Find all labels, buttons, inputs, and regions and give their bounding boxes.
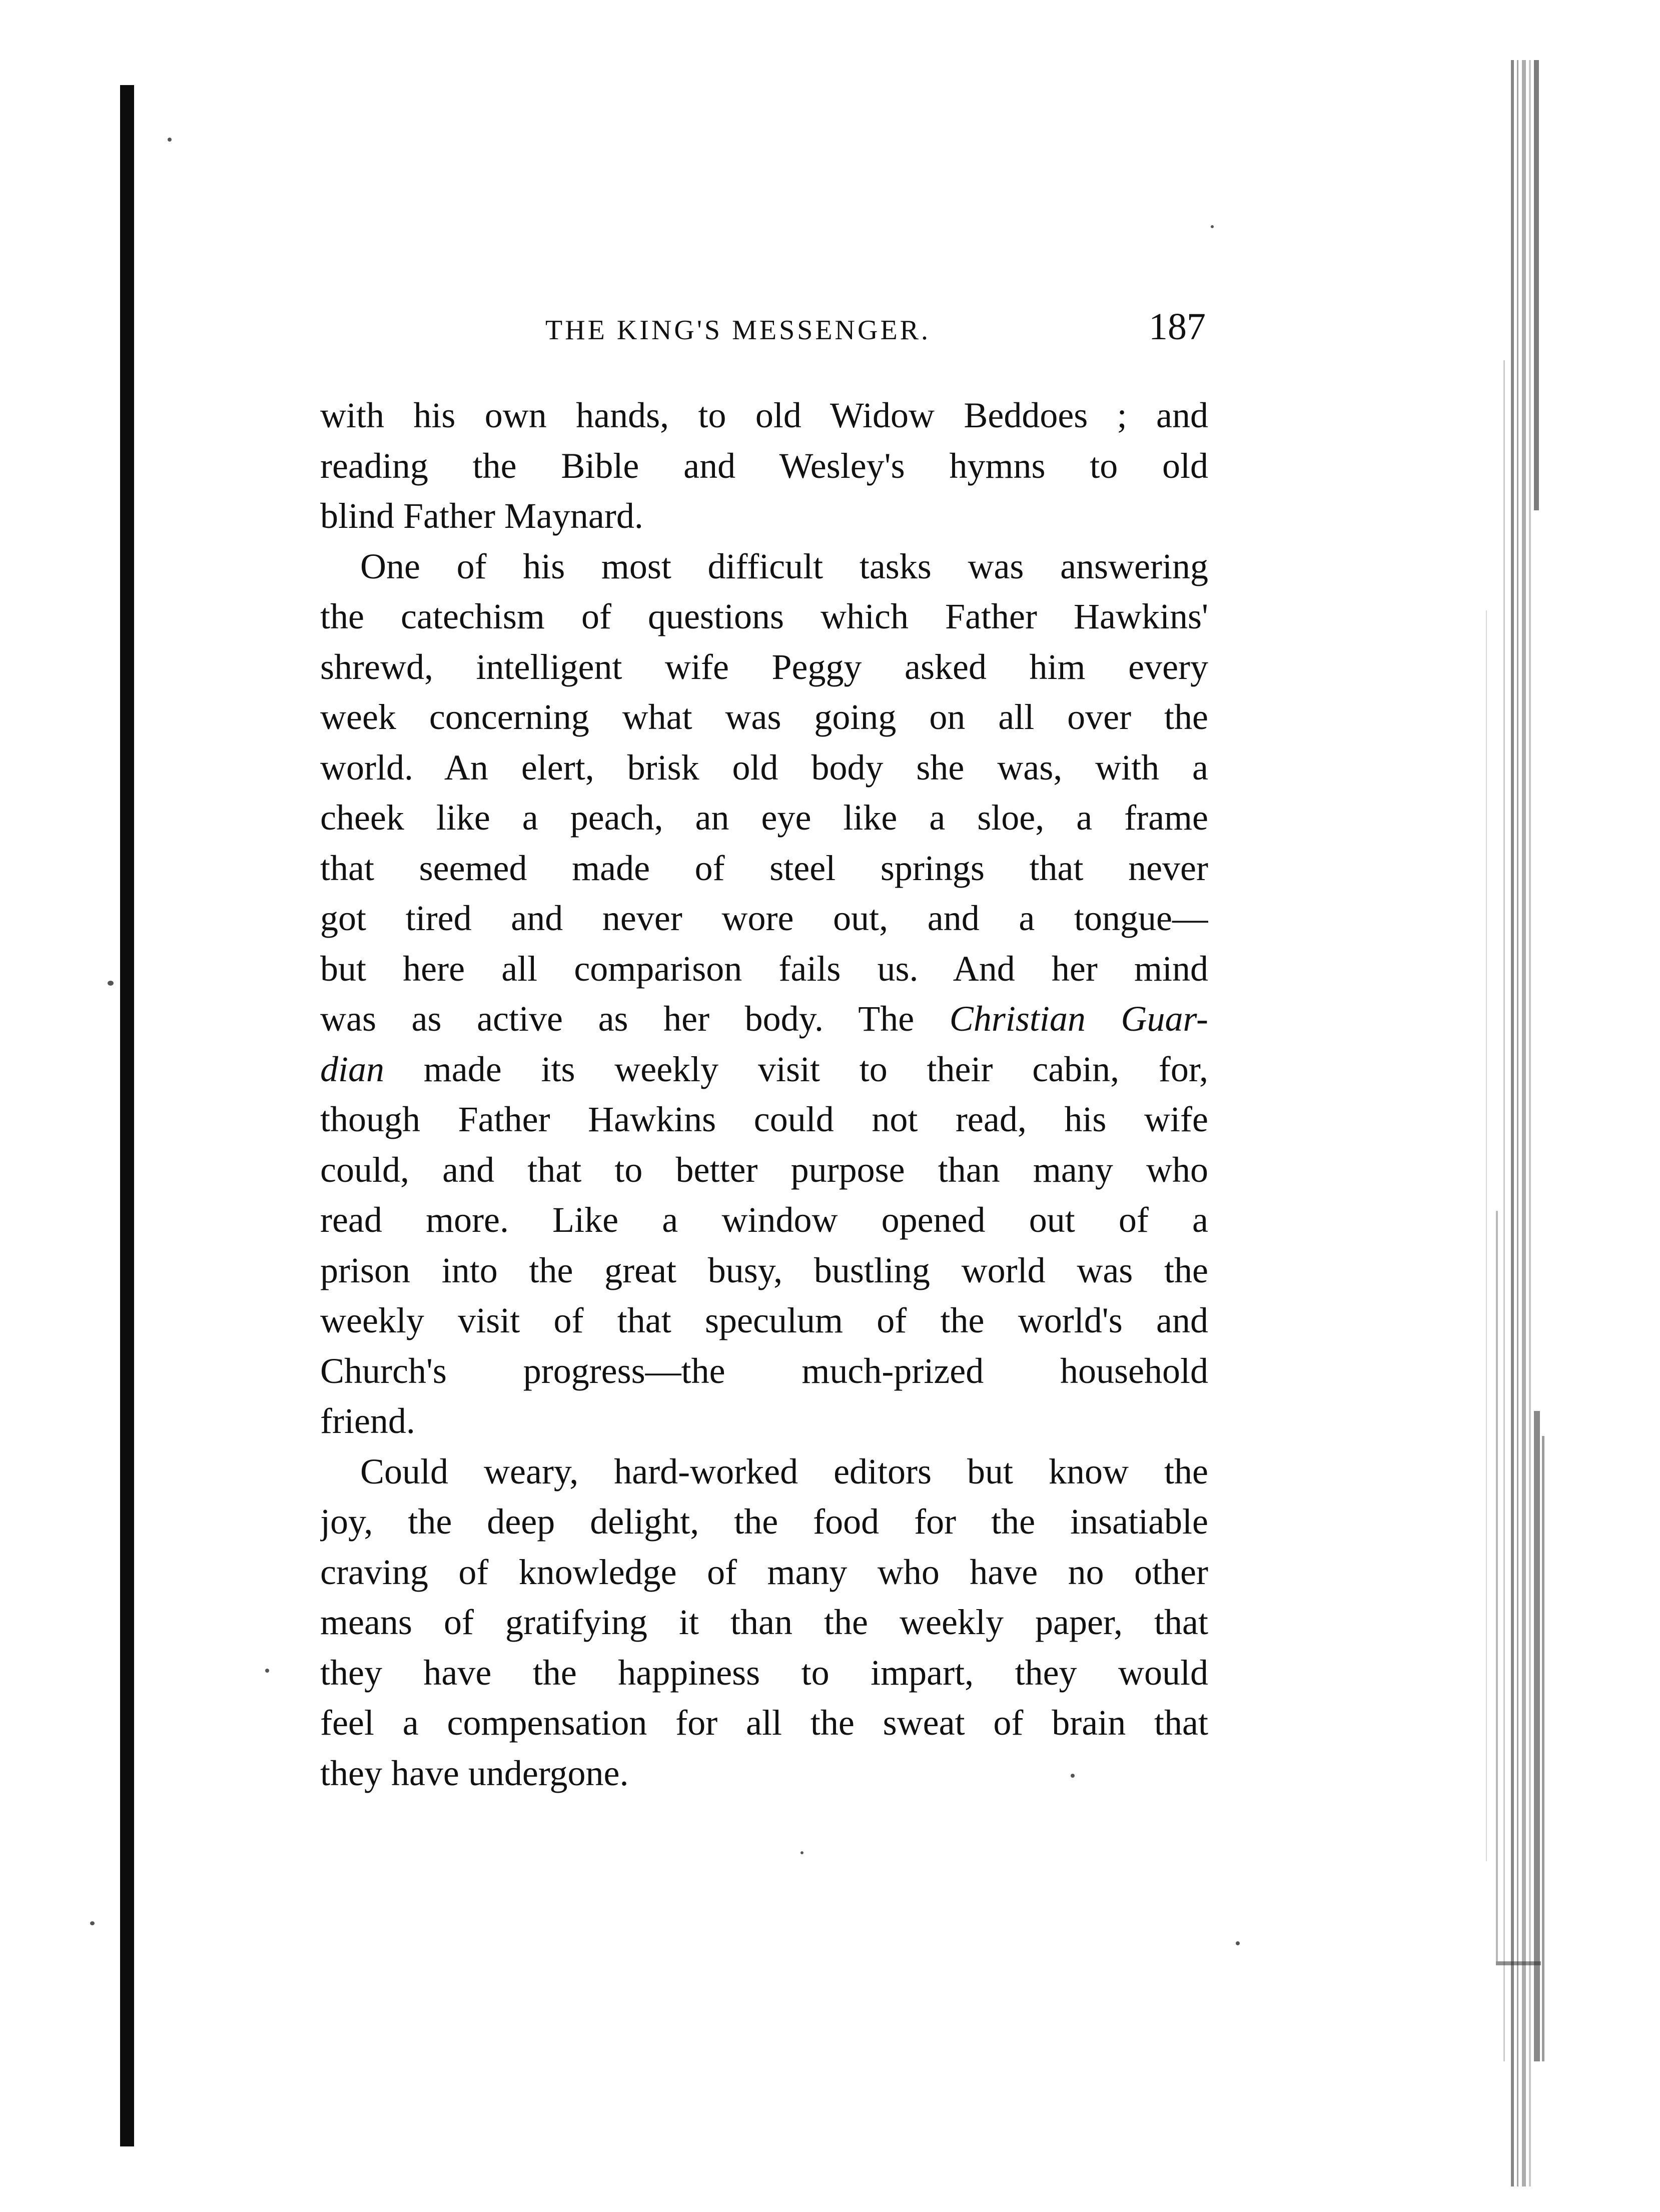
text-line <box>320 591 1208 642</box>
line-text: got tired and never wore out, and a tongue— <box>320 898 1208 938</box>
text-line <box>320 1648 1208 1698</box>
line-text: One of his most difficult tasks was answering <box>360 546 1208 586</box>
text-line <box>320 1497 1208 1547</box>
scan-speck <box>800 1851 803 1854</box>
text-line <box>320 541 1208 592</box>
text-line <box>320 491 1208 541</box>
page-header <box>545 305 1206 348</box>
line-text: was as active as her body. The <box>320 999 950 1039</box>
scan-speck <box>168 138 172 142</box>
scan-speck <box>108 981 114 986</box>
scan-speck <box>90 1921 95 1925</box>
scan-edge-graphic <box>1436 60 1586 2186</box>
line-text: friend. <box>320 1401 415 1441</box>
line-text: that seemed made of steel springs that never <box>320 848 1208 888</box>
scan-speck <box>1236 1941 1240 1945</box>
scan-speck <box>265 1669 269 1673</box>
running-head: THE KING'S MESSENGER. <box>545 315 931 346</box>
text-line <box>320 1094 1208 1145</box>
line-text: Church's progress—the much-prized household <box>320 1350 1208 1391</box>
line-text: week concerning what was going on all over the <box>320 697 1208 737</box>
body-text <box>320 390 1208 1798</box>
line-text: craving of knowledge of many who have no other <box>320 1552 1208 1592</box>
line-text: joy, the deep delight, the food for the insatiable <box>320 1502 1208 1542</box>
text-line <box>320 1698 1208 1748</box>
line-text: means of gratifying it than the weekly paper, that <box>320 1602 1208 1642</box>
text-line <box>320 1044 1208 1095</box>
text-line <box>320 1245 1208 1296</box>
line-text: but here all comparison fails us. And her mind <box>320 948 1208 989</box>
line-text: with his own hands, to old Widow Beddoes ; and <box>320 395 1208 435</box>
line-text: prison into the great busy, bustling world was the <box>320 1250 1208 1290</box>
line-text: they have undergone. <box>320 1753 629 1793</box>
text-line <box>320 1295 1208 1346</box>
line-text: the catechism of questions which Father Hawkins' <box>320 596 1208 636</box>
line-text: cheek like a peach, an eye like a sloe, a frame <box>320 798 1208 838</box>
scan-edge-noise <box>1436 60 1586 2186</box>
italic-text: dian <box>320 1049 385 1089</box>
text-line <box>320 1748 1208 1799</box>
text-line <box>320 642 1208 692</box>
text-line <box>320 1446 1208 1497</box>
text-line <box>320 1396 1208 1446</box>
text-line <box>320 1195 1208 1245</box>
text-line <box>320 1597 1208 1648</box>
text-line <box>320 793 1208 843</box>
text-line <box>320 1346 1208 1396</box>
line-text: shrewd, intelligent wife Peggy asked him every <box>320 646 1208 687</box>
line-text: Could weary, hard-worked editors but know the <box>360 1451 1208 1492</box>
line-text: they have the happiness to impart, they would <box>320 1652 1208 1693</box>
text-line <box>320 1547 1208 1598</box>
text-line <box>320 994 1208 1044</box>
line-text: could, and that to better purpose than many who <box>320 1149 1208 1190</box>
text-line <box>320 1145 1208 1195</box>
line-text: weekly visit of that speculum of the world's and <box>320 1300 1208 1340</box>
scan-speck <box>1211 225 1214 228</box>
line-text: world. An elert, brisk old body she was, with a <box>320 747 1208 788</box>
text-line <box>320 692 1208 743</box>
page-number: 187 <box>1149 306 1206 348</box>
text-line <box>320 843 1208 894</box>
line-text: reading the Bible and Wesley's hymns to old <box>320 445 1208 486</box>
text-line <box>320 441 1208 491</box>
line-text: feel a compensation for all the sweat of brain that <box>320 1703 1208 1743</box>
text-line <box>320 743 1208 793</box>
line-text: though Father Hawkins could not read, his wife <box>320 1099 1208 1139</box>
text-line <box>320 944 1208 994</box>
text-line <box>320 390 1208 441</box>
line-text: blind Father Maynard. <box>320 496 643 536</box>
binding-shadow-bar <box>120 85 134 2146</box>
italic-text: Christian Guar- <box>949 999 1208 1039</box>
line-text: read more. Like a window opened out of a <box>320 1200 1208 1240</box>
line-text: made its weekly visit to their cabin, for, <box>384 1049 1208 1089</box>
text-line <box>320 893 1208 944</box>
